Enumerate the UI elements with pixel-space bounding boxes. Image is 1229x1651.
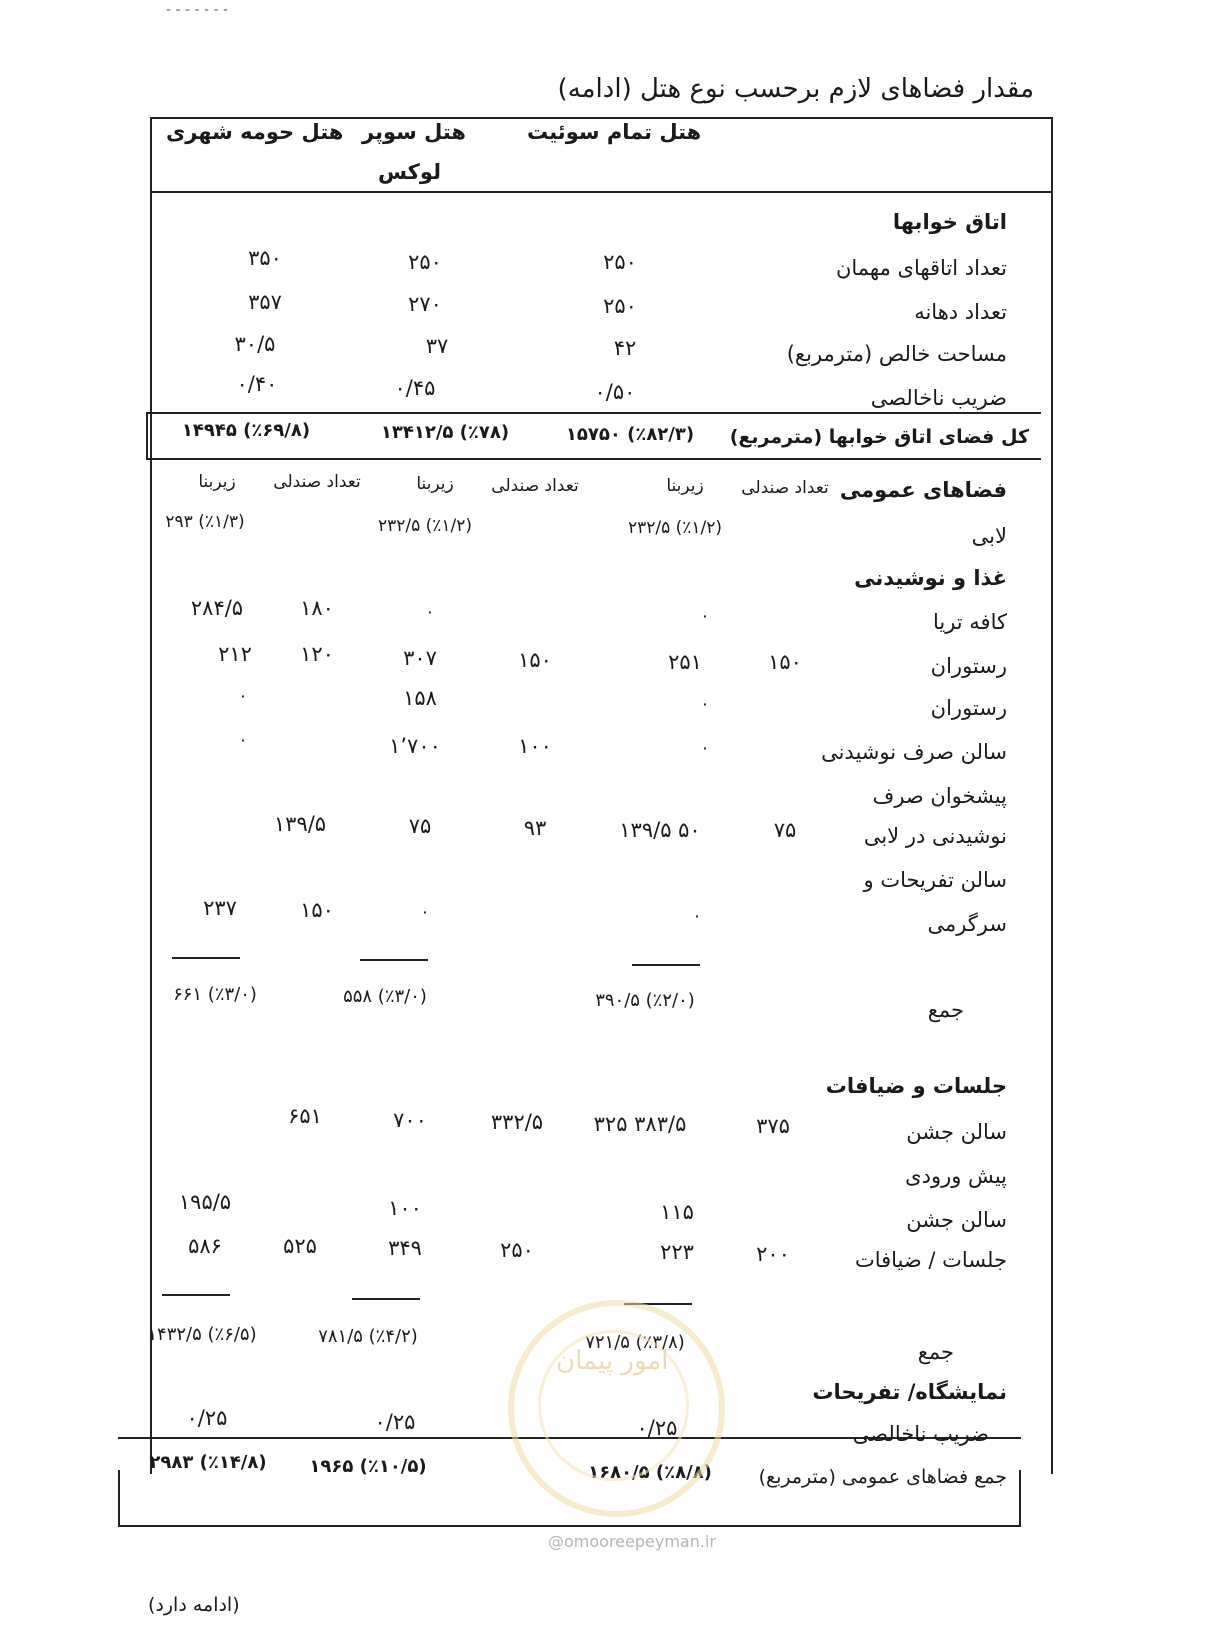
row-label-lobby-bar: پیشخوان صرف	[872, 784, 1007, 808]
subhdr-suburban-seats: تعداد صندلی	[273, 472, 361, 492]
cell: ۱۵۰	[768, 650, 802, 674]
cell: ۰	[700, 606, 710, 626]
row-label-restaurant: رستوران	[930, 654, 1007, 678]
cell-suburban-lobby: ۲۹۳ (٪۱/۳)	[165, 512, 245, 532]
cell: ۳۲۵ ۳۸۳/۵	[593, 1112, 687, 1136]
cell: ۰	[420, 902, 430, 922]
cell: ۳۰۷	[403, 646, 437, 670]
underline	[162, 1294, 230, 1296]
cell: ۱۵۰	[300, 898, 334, 922]
cell-suburban-public-total: ۲۹۸۳ (٪۱۴/۸)	[149, 1452, 267, 1473]
subhdr-super-seats: تعداد صندلی	[491, 476, 579, 496]
cell-suburban: ۳۰/۵	[234, 332, 276, 356]
section-food: غذا و نوشیدنی	[854, 566, 1007, 590]
cell: ۰	[425, 602, 435, 622]
cell: ۶۵۱	[288, 1104, 322, 1128]
bedroom-total-bottom	[146, 458, 1041, 460]
cell: ۹۳	[523, 816, 547, 840]
cell-suite-public-total: ۱۶۸۰/۵ (٪۸/۸)	[588, 1462, 712, 1483]
row-label-entertainment: سالن تفریحات و	[863, 868, 1007, 892]
cell-suite: ۲۵۰	[603, 294, 637, 318]
cell: ۱۰۰	[388, 1196, 422, 1220]
row-label-bedroom-total: کل فضای اتاق خوابها (مترمربع)	[729, 426, 1029, 448]
cell-suburban-sum: ۶۶۱ (٪۳/۰)	[173, 984, 257, 1005]
row-label-sum: جمع	[927, 998, 964, 1022]
row-label-sum-2: جمع	[917, 1340, 954, 1364]
cell: ۲۲۳	[660, 1240, 694, 1264]
section-exhibit: نمایشگاه/ تفریحات	[812, 1380, 1007, 1404]
watermark-url: @omooreepeyman.ir	[548, 1532, 716, 1551]
cell-super: ۲۷۰	[408, 292, 442, 316]
cell: ۰/۲۵	[636, 1416, 678, 1440]
cell-suite-total: ۱۵۷۵۰ (٪۸۲/۳)	[565, 424, 695, 445]
cell: ۳۴۹	[388, 1236, 422, 1260]
row-label-bays: تعداد دهانه	[914, 300, 1007, 324]
scan-artifact: - - - - - - -	[166, 2, 229, 18]
subhdr-super-area: زیربنا	[416, 474, 454, 494]
cell: ۰	[692, 906, 702, 926]
section-public: فضاهای عمومی	[839, 478, 1007, 502]
row-label-cafeteria: کافه تریا	[932, 610, 1007, 634]
cell: ۷۵	[773, 818, 797, 842]
frame-right-lower	[1019, 1470, 1021, 1527]
col-header-suite: هتل تمام سوئیت	[527, 120, 702, 144]
cell: ۲۳۷	[203, 896, 237, 920]
section-meetings: جلسات و ضیافات	[825, 1074, 1007, 1098]
cell: ۲۵۰	[500, 1238, 534, 1262]
cell-suburban: ۰/۴۰	[236, 372, 278, 396]
cell: ۰	[700, 694, 710, 714]
cell-suite-sum-2: ۷۲۱/۵ (٪۳/۸)	[585, 1332, 685, 1353]
row-label-entertainment-2: سرگرمی	[927, 912, 1007, 936]
cell: ۰	[238, 686, 248, 706]
bedroom-total-top	[146, 412, 1041, 414]
subhdr-suburban-area: زیربنا	[198, 472, 236, 492]
page-title: مقدار فضاهای لازم برحسب نوع هتل (ادامه)	[557, 74, 1034, 104]
cell: ۱۰۰	[518, 734, 552, 758]
underline	[360, 959, 428, 961]
cell-suite: ۲۵۰	[603, 250, 637, 274]
cell-super-sum-2: ۷۸۱/۵ (٪۴/۲)	[318, 1326, 418, 1347]
cell: ۱۳۹/۵ ۵۰	[619, 818, 701, 842]
frame-bottom	[118, 1525, 1021, 1527]
cell: ۵۸۶	[188, 1234, 222, 1258]
row-label-public-total: جمع فضاهای عمومی (مترمربع)	[758, 1466, 1007, 1488]
frame-bottom-extension	[118, 1470, 120, 1526]
underline	[632, 964, 700, 966]
cell-super: ۳۷	[425, 334, 449, 358]
cell-super-total: ۱۳۴۱۲/۵ (٪۷۸)	[380, 422, 510, 443]
subhdr-suite-seats: تعداد صندلی	[741, 478, 829, 498]
row-label-lobby: لابی	[971, 524, 1007, 548]
cell: ۳۳۲/۵	[490, 1110, 544, 1134]
col-header-suburban: هتل حومه شهری	[166, 120, 344, 144]
cell: ۲۰۰	[756, 1242, 790, 1266]
cell: ۰/۲۵	[186, 1406, 228, 1430]
row-label-prefunction: پیش ورودی	[905, 1164, 1007, 1188]
stamp-text: امور پیمان	[556, 1346, 669, 1376]
subhdr-suite-area: زیربنا	[666, 476, 704, 496]
cell-super-public-total: ۱۹۶۵ (٪۱۰/۵)	[309, 1456, 427, 1477]
cell: ۷۵	[408, 814, 432, 838]
cell-super: ۰/۴۵	[394, 376, 436, 400]
cell: ۳۷۵	[756, 1114, 790, 1138]
cell-super: ۲۵۰	[408, 250, 442, 274]
row-label-meetings: جلسات / ضیافات	[854, 1248, 1007, 1272]
underline	[172, 957, 240, 959]
cell-suite-lobby: ۲۳۲/۵ (٪۱/۲)	[627, 518, 723, 538]
row-label-prefunction-2: سالن جشن	[906, 1208, 1007, 1232]
cell: ۰/۲۵	[374, 1410, 416, 1434]
cell-suburban: ۳۵۷	[248, 290, 282, 314]
cell-super-sum: ۵۵۸ (٪۳/۰)	[343, 986, 427, 1007]
row-label-beverage-hall: سالن صرف نوشیدنی	[821, 740, 1007, 764]
cell: ۱۱۵	[660, 1200, 694, 1224]
stamp-watermark	[508, 1300, 725, 1517]
cell: ۵۲۵	[283, 1234, 317, 1258]
cell: ۰	[700, 738, 710, 758]
cell-suite-sum: ۳۹۰/۵ (٪۲/۰)	[595, 990, 695, 1011]
cell: ۱۵۸	[403, 686, 437, 710]
cell: ۲۵۱	[668, 650, 702, 674]
row-label-net-area: مساحت خالص (مترمربع)	[786, 342, 1007, 366]
cell-suburban: ۳۵۰	[248, 246, 282, 270]
cell-suburban-sum-2: ۱۴۳۲/۵ (٪۶/۵)	[147, 1324, 257, 1345]
cell: ۰	[238, 730, 248, 750]
cell-suite: ۰/۵۰	[594, 380, 636, 404]
section-bedrooms: اتاق خوابها	[892, 210, 1007, 234]
cell: ۲۸۴/۵	[190, 596, 244, 620]
cell: ۱۳۹/۵	[273, 812, 327, 836]
row-label-gross-factor-2: ضریب ناخالصی	[852, 1422, 989, 1446]
cell-super-lobby: ۲۳۲/۵ (٪۱/۲)	[377, 516, 473, 536]
cell: ۲۱۲	[218, 642, 252, 666]
cell: ۷۰۰	[393, 1108, 427, 1132]
cell: ۱۹۵/۵	[178, 1190, 232, 1214]
row-label-guest-rooms: تعداد اتاقهای مهمان	[835, 256, 1007, 280]
underline	[352, 1298, 420, 1300]
header-divider	[150, 191, 1053, 193]
row-label-gross-factor: ضریب ناخالصی	[870, 386, 1007, 410]
cell: ۱٬۷۰۰	[389, 734, 441, 758]
col-header-super-lux-2: لوکس	[378, 160, 441, 184]
col-header-super-lux: هتل سوپر	[362, 120, 466, 144]
cell: ۱۲۰	[300, 642, 334, 666]
cell: ۱۵۰	[518, 648, 552, 672]
row-label-ballroom: سالن جشن	[906, 1120, 1007, 1144]
cell-suite: ۴۲	[613, 336, 637, 360]
cell: ۱۸۰	[300, 596, 334, 620]
row-label-lobby-bar-2: نوشیدنی در لابی	[863, 824, 1007, 848]
continued-note: (ادامه دارد)	[148, 1594, 240, 1616]
cell-suburban-total: ۱۴۹۴۵ (٪۶۹/۸)	[181, 420, 311, 441]
row-label-restaurant-2: رستوران	[930, 696, 1007, 720]
